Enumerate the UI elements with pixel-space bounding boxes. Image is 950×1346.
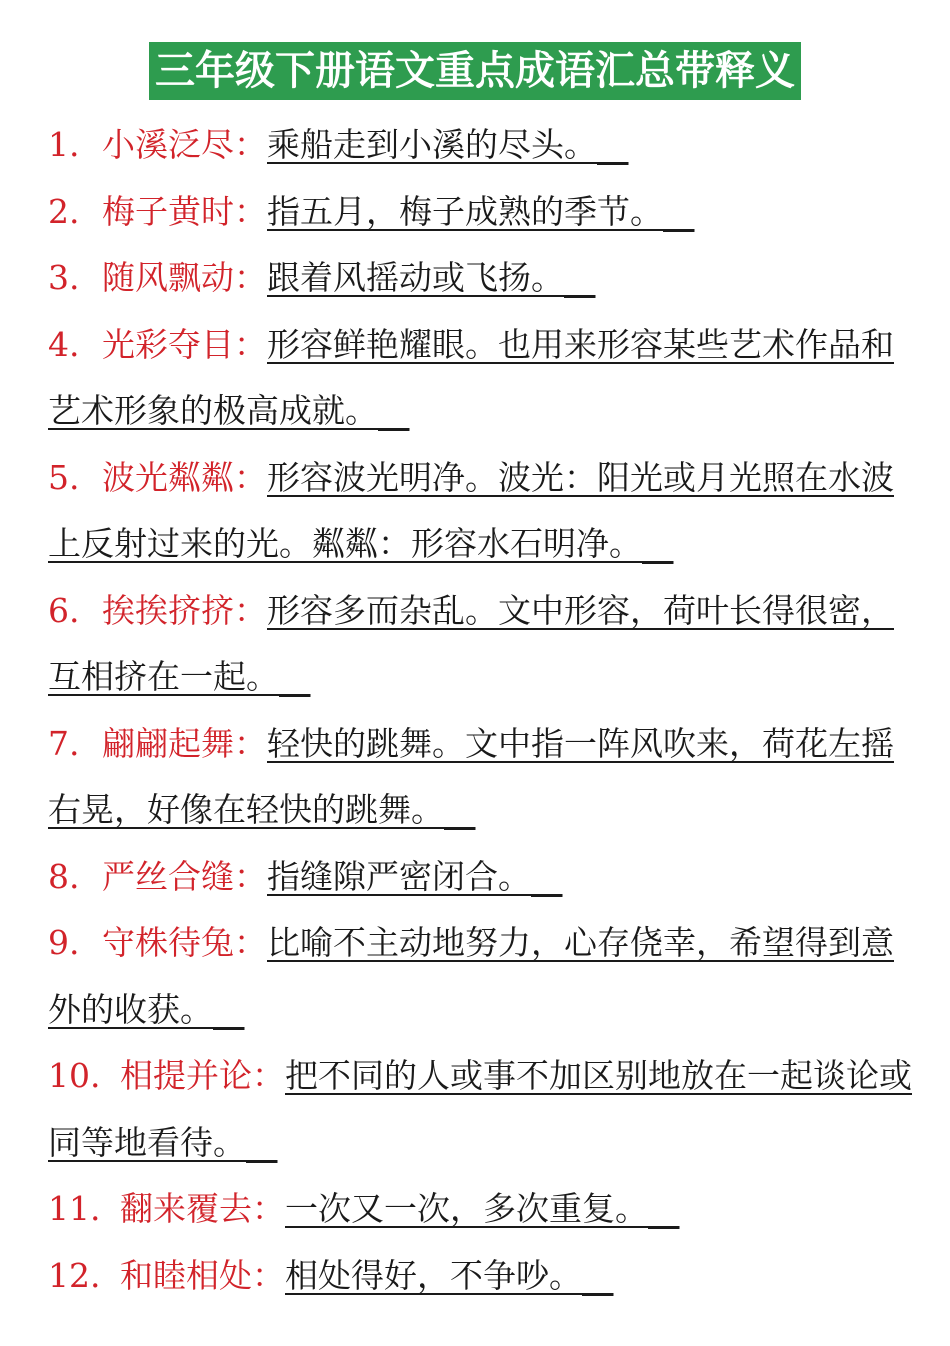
idiom-definition: 相处得好，不争吵。 bbox=[285, 1255, 582, 1295]
idiom-term: 波光粼粼 bbox=[102, 457, 234, 497]
item-number: 8. bbox=[48, 856, 80, 896]
idiom-definition: 一次又一次，多次重复。 bbox=[285, 1189, 648, 1228]
idiom-list bbox=[48, 112, 914, 1309]
page-title: 三年级下册语文重点成语汇总带释义 bbox=[149, 42, 801, 100]
item-number: 2. bbox=[48, 191, 80, 231]
idiom-definition: 指五月，梅子成熟的季节。 bbox=[267, 191, 663, 231]
idiom-term: 和睦相处 bbox=[120, 1255, 252, 1295]
idiom-definition: 形容多而杂乱。文中形容，荷叶长得很密，互相挤在一起。 bbox=[48, 590, 894, 696]
idiom-item bbox=[48, 112, 914, 179]
item-number: 9. bbox=[48, 923, 80, 962]
idiom-term: 随风飘动 bbox=[102, 258, 234, 297]
idiom-item bbox=[48, 711, 914, 844]
item-colon: ： bbox=[234, 590, 267, 630]
item-number: 12. bbox=[48, 1255, 101, 1295]
idiom-definition: 跟着风摇动或飞扬。 bbox=[267, 258, 564, 297]
idiom-item bbox=[48, 312, 914, 445]
idiom-item bbox=[48, 179, 914, 246]
idiom-term: 梅子黄时 bbox=[102, 191, 234, 231]
item-number: 6. bbox=[48, 590, 80, 630]
idiom-item bbox=[48, 1176, 914, 1243]
idiom-item bbox=[48, 910, 914, 1043]
idiom-term: 光彩夺目 bbox=[102, 324, 234, 364]
title-wrap bbox=[0, 42, 950, 100]
idiom-term: 守株待兔 bbox=[102, 923, 234, 962]
item-colon: ： bbox=[234, 923, 267, 962]
item-number: 4. bbox=[48, 324, 80, 364]
idiom-definition: 指缝隙严密闭合。 bbox=[267, 856, 531, 896]
idiom-term: 挨挨挤挤 bbox=[102, 590, 234, 630]
item-number: 1. bbox=[48, 125, 80, 164]
idiom-term: 严丝合缝 bbox=[102, 856, 234, 896]
idiom-definition: 把不同的人或事不加区别地放在一起谈论或同等地看待。 bbox=[48, 1056, 912, 1162]
item-colon: ： bbox=[234, 324, 267, 364]
item-colon: ： bbox=[252, 1056, 285, 1095]
idiom-definition: 乘船走到小溪的尽头。 bbox=[267, 125, 597, 164]
item-colon: ： bbox=[252, 1189, 285, 1228]
item-colon: ： bbox=[252, 1255, 285, 1295]
item-number: 7. bbox=[48, 723, 80, 763]
item-colon: ： bbox=[234, 125, 267, 164]
idiom-definition: 形容鲜艳耀眼。也用来形容某些艺术作品和艺术形象的极高成就。 bbox=[48, 324, 894, 430]
idiom-term: 翻来覆去 bbox=[120, 1189, 252, 1228]
idiom-item bbox=[48, 245, 914, 312]
idiom-definition: 比喻不主动地努力，心存侥幸，希望得到意外的收获。 bbox=[48, 923, 894, 1029]
item-colon: ： bbox=[234, 457, 267, 497]
idiom-term: 翩翩起舞 bbox=[102, 723, 234, 763]
item-number: 5. bbox=[48, 457, 80, 497]
idiom-definition: 轻快的跳舞。文中指一阵风吹来，荷花左摇右晃，好像在轻快的跳舞。 bbox=[48, 723, 894, 829]
item-number: 10. bbox=[48, 1056, 101, 1095]
item-colon: ： bbox=[234, 723, 267, 763]
idiom-item bbox=[48, 844, 914, 911]
idiom-term: 小溪泛尽 bbox=[102, 125, 234, 164]
item-number: 11. bbox=[48, 1189, 101, 1228]
idiom-item bbox=[48, 1043, 914, 1176]
idiom-item bbox=[48, 1243, 914, 1310]
idiom-definition: 形容波光明净。波光：阳光或月光照在水波上反射过来的光。粼粼：形容水石明净。 bbox=[48, 457, 894, 563]
item-colon: ： bbox=[234, 856, 267, 896]
item-colon: ： bbox=[234, 191, 267, 231]
idiom-term: 相提并论 bbox=[120, 1056, 252, 1095]
idiom-item bbox=[48, 445, 914, 578]
idiom-item bbox=[48, 578, 914, 711]
item-colon: ： bbox=[234, 258, 267, 297]
item-number: 3. bbox=[48, 258, 80, 297]
